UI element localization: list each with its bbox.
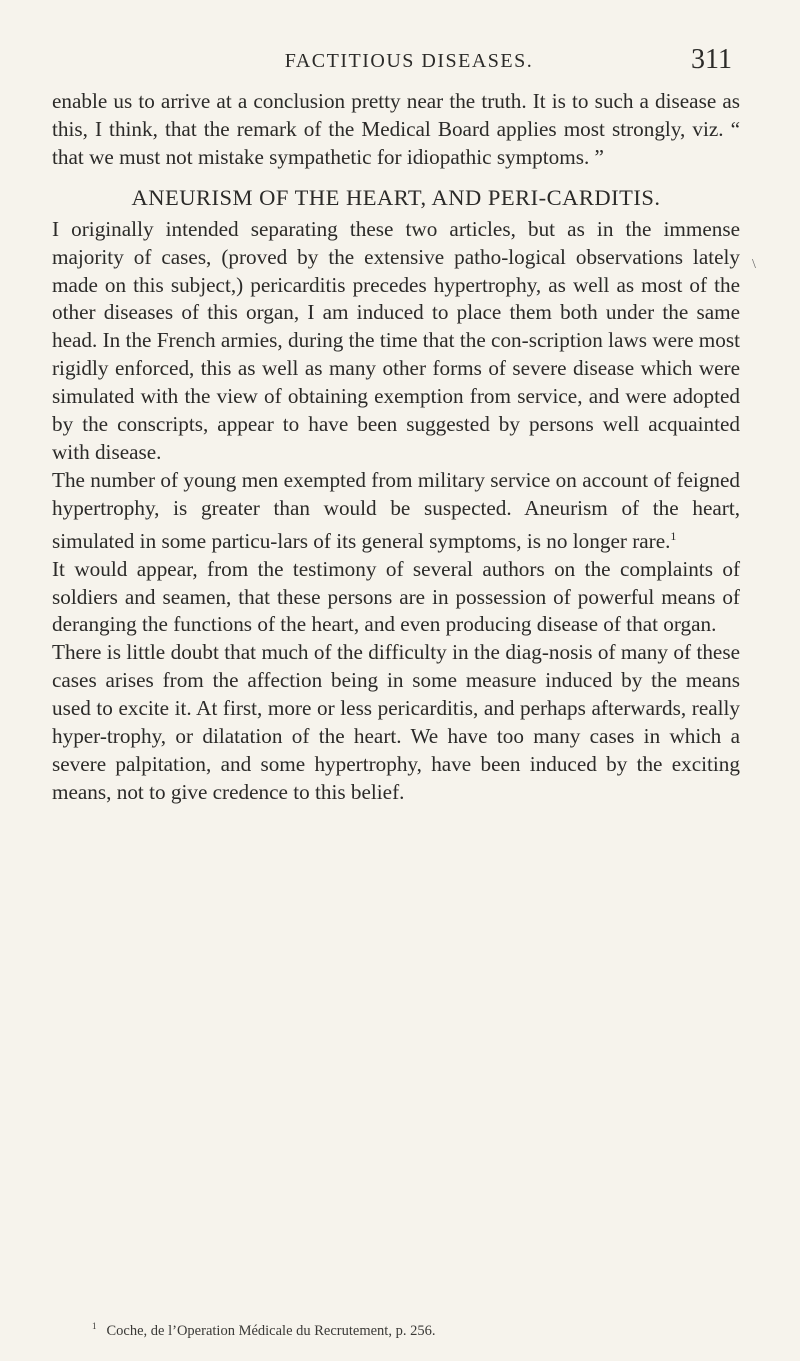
- paragraph: I originally intended separating these two articles, but as in the immense majority of cases, (proved by the extensive patho-logical observations lately made on this subject,) pericarditis precedes hypertrophy, as well as most of the other diseases of this organ, I am induced to place them both under the same head. In the French armies, during the time that the con-scription laws were most rigidly enforced, this as well as many other forms of severe disease which were simulated with the view of obtaining exemption from service, and were adopted by the conscripts, appear to have been suggested by persons well acquainted with disease.: [52, 216, 740, 464]
- page-number: 311: [691, 44, 732, 75]
- footnote-text: Coche, de l’Operation Médicale du Recrutement, p. 256.: [106, 1322, 436, 1339]
- paragraph-text: The number of young men exempted from military service on account of feigned hypertrophy, is greater than would be suspected. Aneurism of the heart, simulated in some particu-lars of its general symptoms, is no longer rare.: [52, 467, 740, 553]
- section-title: ANEURISM OF THE HEART, AND PERI-CARDITIS.: [131, 184, 661, 210]
- page-header: [48, 44, 770, 90]
- running-head: FACTITIOUS DISEASES.: [284, 50, 534, 72]
- paragraph-continuation: enable us to arrive at a conclusion pretty near the truth. It is to such a disease as this, I think, that the remark of the Medical Board applies most strongly, viz. “ that we must not mistake sympathetic for idiopathic symptoms. ”: [52, 89, 740, 169]
- margin-mark: \: [752, 257, 756, 272]
- footnote-mark: 1: [92, 1321, 97, 1331]
- footnote: [92, 1321, 435, 1340]
- paragraph-with-footnote: [52, 467, 740, 556]
- body-text: [52, 88, 740, 807]
- paragraph: It would appear, from the testimony of several authors on the complaints of soldiers and seamen, that these persons are in possession of powerful means of deranging the functions of the heart, and even producing disease of that organ.: [52, 556, 740, 637]
- footnote-reference: 1: [670, 528, 677, 543]
- paragraph: There is little doubt that much of the difficulty in the diag-nosis of many of these cases arises from the affection being in some measure induced by the means used to excite it. At first, more or less pericarditis, and perhaps afterwards, really hyper-trophy, or dilatation of the heart. We have too many cases in which a severe palpitation, and some hypertrophy, have been induced by the exciting means, not to give credence to this belief.: [52, 640, 740, 804]
